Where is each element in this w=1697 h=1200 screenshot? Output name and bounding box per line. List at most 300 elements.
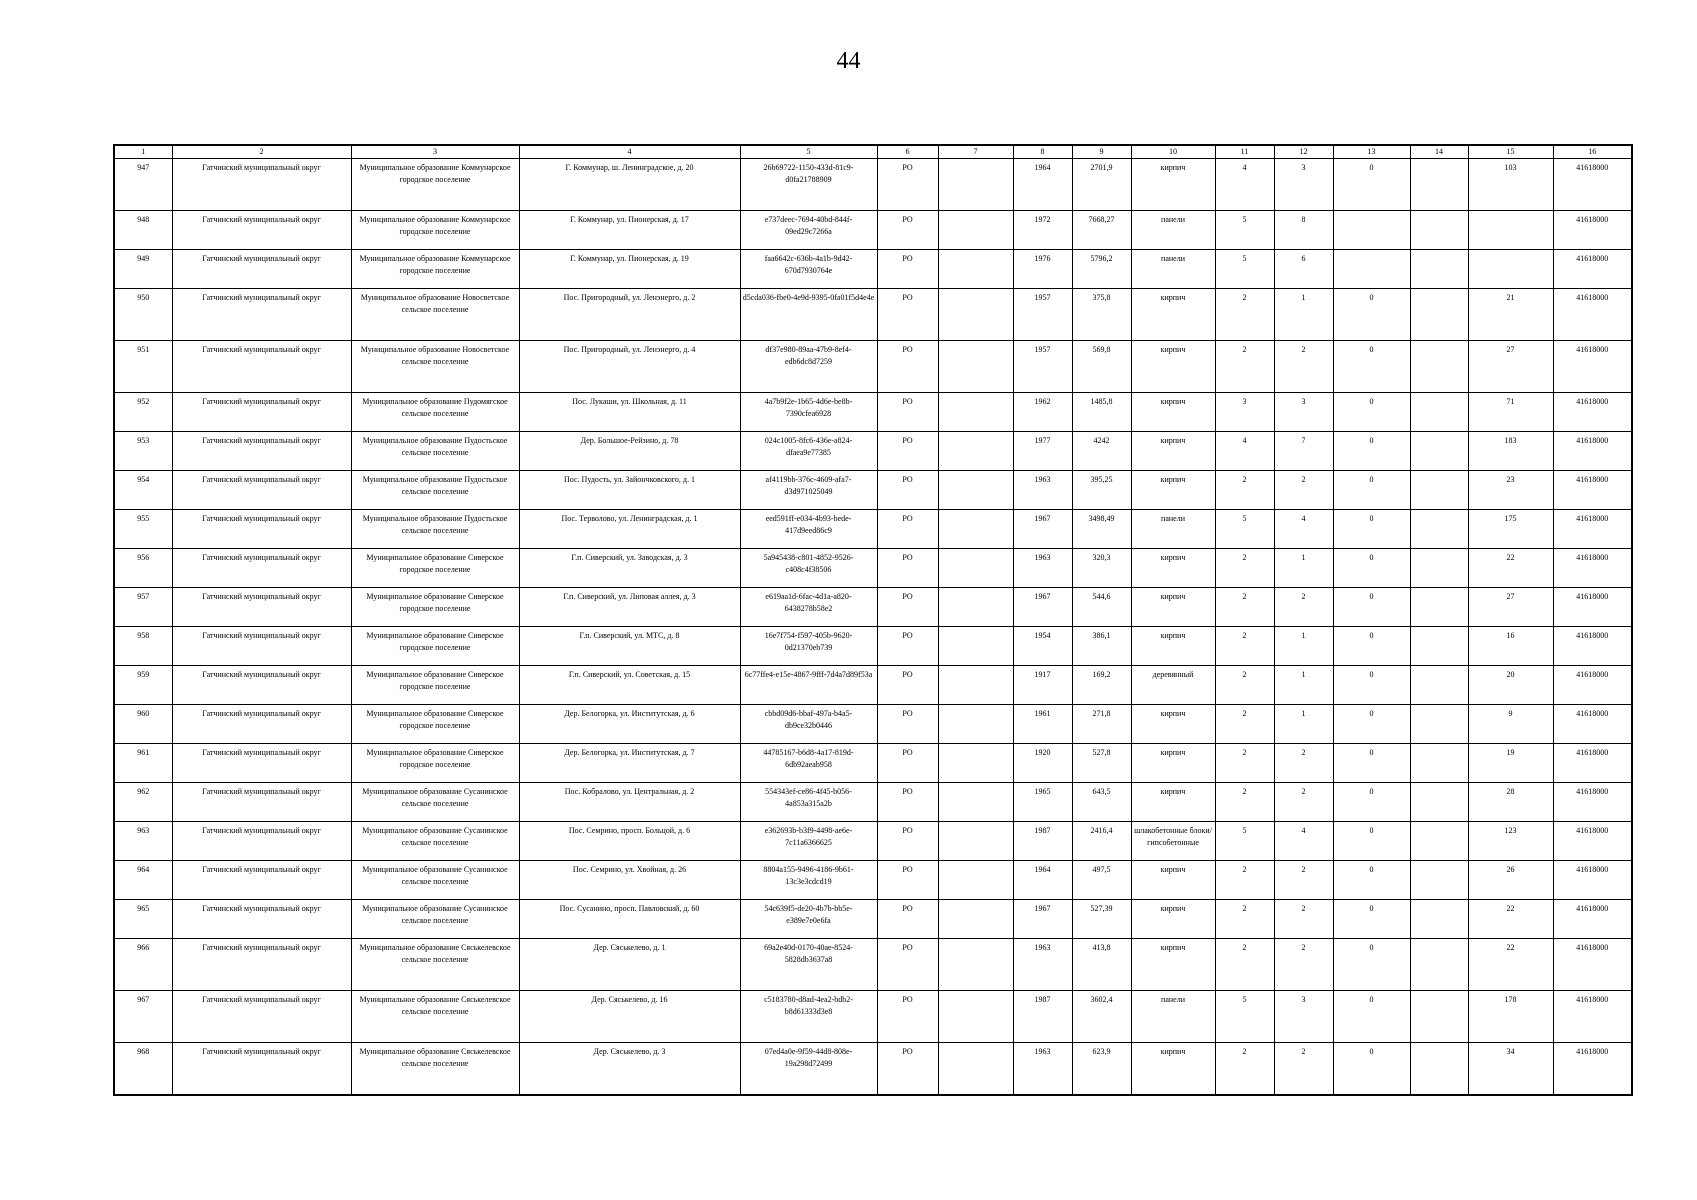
col13-cell: 0 <box>1333 666 1410 705</box>
table-row <box>114 991 1632 1043</box>
row-number: 957 <box>114 588 172 627</box>
residents-cell: 103 <box>1468 159 1553 211</box>
program-cell: РО <box>877 432 938 471</box>
fias-id-cell: e737deec-7694-40bd-844f-09ed29c7266a <box>740 211 877 250</box>
area-cell: 3498,49 <box>1072 510 1131 549</box>
fias-id-cell: faa6642c-636b-4a1b-9d42-670d7930764e <box>740 250 877 289</box>
district-cell: Гатчинский муниципальный округ <box>172 432 351 471</box>
municipality-cell: Муниципальное образование Коммунарское городское поселение <box>351 250 519 289</box>
oktmo-cell: 41618000 <box>1553 510 1632 549</box>
col14-cell <box>1410 341 1468 393</box>
col7-cell <box>938 991 1013 1043</box>
district-cell: Гатчинский муниципальный округ <box>172 744 351 783</box>
year-cell: 1957 <box>1013 289 1072 341</box>
oktmo-cell: 41618000 <box>1553 822 1632 861</box>
address-cell: Дер. Большое-Рейзино, д. 78 <box>519 432 740 471</box>
table-row <box>114 939 1632 991</box>
fias-id-cell: cbbd09d6-bbaf-497a-b4a5-db9ce32b0446 <box>740 705 877 744</box>
fias-id-cell: 4a7b9f2e-1b65-4d6e-be8b-7390cfea6928 <box>740 393 877 432</box>
fias-id-cell: 16e7f754-f597-405b-9620-0d21370eb739 <box>740 627 877 666</box>
row-number: 951 <box>114 341 172 393</box>
col13-cell: 0 <box>1333 822 1410 861</box>
district-cell: Гатчинский муниципальный округ <box>172 510 351 549</box>
program-cell: РО <box>877 250 938 289</box>
program-cell: РО <box>877 159 938 211</box>
table-row <box>114 705 1632 744</box>
col7-cell <box>938 1043 1013 1096</box>
residents-cell: 178 <box>1468 991 1553 1043</box>
address-cell: Г. Коммунар, ул. Пионерская, д. 17 <box>519 211 740 250</box>
col13-cell: 0 <box>1333 393 1410 432</box>
district-cell: Гатчинский муниципальный округ <box>172 627 351 666</box>
address-cell: Пос. Лукаши, ул. Школьная, д. 11 <box>519 393 740 432</box>
wall-material-cell: кирпич <box>1131 393 1215 432</box>
municipality-cell: Муниципальное образование Сяськелевское сельское поселение <box>351 991 519 1043</box>
row-number: 966 <box>114 939 172 991</box>
entrances-cell: 7 <box>1274 432 1333 471</box>
year-cell: 1920 <box>1013 744 1072 783</box>
fias-id-cell: 07ed4a0e-9f59-44d8-808e-19a298d72499 <box>740 1043 877 1096</box>
program-cell: РО <box>877 900 938 939</box>
col7-cell <box>938 822 1013 861</box>
year-cell: 1957 <box>1013 341 1072 393</box>
year-cell: 1987 <box>1013 822 1072 861</box>
col14-cell <box>1410 900 1468 939</box>
area-cell: 497,5 <box>1072 861 1131 900</box>
oktmo-cell: 41618000 <box>1553 211 1632 250</box>
col7-cell <box>938 250 1013 289</box>
row-number: 968 <box>114 1043 172 1096</box>
column-header: 3 <box>351 145 519 159</box>
oktmo-cell: 41618000 <box>1553 393 1632 432</box>
program-cell: РО <box>877 289 938 341</box>
wall-material-cell: панели <box>1131 510 1215 549</box>
fias-id-cell: e619aa1d-6fac-4d1a-a820-6438278b58e2 <box>740 588 877 627</box>
address-cell: Г.п. Сиверский, ул. Советская, д. 15 <box>519 666 740 705</box>
header-row <box>114 145 1632 159</box>
oktmo-cell: 41618000 <box>1553 744 1632 783</box>
fias-id-cell: 69a2e40d-0170-40ae-8524-5828db3637a8 <box>740 939 877 991</box>
floors-cell: 2 <box>1215 705 1274 744</box>
municipality-cell: Муниципальное образование Коммунарское городское поселение <box>351 159 519 211</box>
district-cell: Гатчинский муниципальный округ <box>172 1043 351 1096</box>
row-number: 948 <box>114 211 172 250</box>
col7-cell <box>938 783 1013 822</box>
column-header: 7 <box>938 145 1013 159</box>
row-number: 967 <box>114 991 172 1043</box>
column-header: 13 <box>1333 145 1410 159</box>
address-cell: Дер. Сяськелево, д. 3 <box>519 1043 740 1096</box>
col14-cell <box>1410 705 1468 744</box>
area-cell: 386,1 <box>1072 627 1131 666</box>
address-cell: Дер. Сяськелево, д. 16 <box>519 991 740 1043</box>
municipality-cell: Муниципальное образование Коммунарское городское поселение <box>351 211 519 250</box>
col13-cell: 0 <box>1333 289 1410 341</box>
oktmo-cell: 41618000 <box>1553 627 1632 666</box>
address-cell: Дер. Белогорка, ул. Институтская, д. 7 <box>519 744 740 783</box>
district-cell: Гатчинский муниципальный округ <box>172 588 351 627</box>
wall-material-cell: кирпич <box>1131 744 1215 783</box>
floors-cell: 2 <box>1215 939 1274 991</box>
col14-cell <box>1410 666 1468 705</box>
year-cell: 1962 <box>1013 393 1072 432</box>
floors-cell: 4 <box>1215 159 1274 211</box>
col14-cell <box>1410 744 1468 783</box>
address-cell: Г. Коммунар, ул. Пионерская, д. 19 <box>519 250 740 289</box>
col13-cell: 0 <box>1333 939 1410 991</box>
table-row <box>114 861 1632 900</box>
municipality-cell: Муниципальное образование Сиверское городское поселение <box>351 744 519 783</box>
area-cell: 623,9 <box>1072 1043 1131 1096</box>
row-number: 963 <box>114 822 172 861</box>
residents-cell: 183 <box>1468 432 1553 471</box>
district-cell: Гатчинский муниципальный округ <box>172 861 351 900</box>
municipality-cell: Муниципальное образование Новосветское сельское поселение <box>351 289 519 341</box>
program-cell: РО <box>877 939 938 991</box>
wall-material-cell: кирпич <box>1131 549 1215 588</box>
residents-cell: 34 <box>1468 1043 1553 1096</box>
address-cell: Пос. Терволово, ул. Ленинградская, д. 1 <box>519 510 740 549</box>
column-header: 8 <box>1013 145 1072 159</box>
col14-cell <box>1410 861 1468 900</box>
residents-cell: 22 <box>1468 900 1553 939</box>
year-cell: 1964 <box>1013 159 1072 211</box>
column-header: 11 <box>1215 145 1274 159</box>
residents-cell: 22 <box>1468 549 1553 588</box>
table-row <box>114 822 1632 861</box>
col13-cell: 0 <box>1333 432 1410 471</box>
district-cell: Гатчинский муниципальный округ <box>172 939 351 991</box>
fias-id-cell: 8804a155-9496-4186-9b61-13c3e3cdcd19 <box>740 861 877 900</box>
floors-cell: 2 <box>1215 861 1274 900</box>
column-header: 10 <box>1131 145 1215 159</box>
floors-cell: 2 <box>1215 900 1274 939</box>
row-number: 956 <box>114 549 172 588</box>
col7-cell <box>938 666 1013 705</box>
area-cell: 413,8 <box>1072 939 1131 991</box>
oktmo-cell: 41618000 <box>1553 666 1632 705</box>
col14-cell <box>1410 939 1468 991</box>
program-cell: РО <box>877 341 938 393</box>
residents-cell: 9 <box>1468 705 1553 744</box>
municipality-cell: Муниципальное образование Сусанинское сельское поселение <box>351 822 519 861</box>
area-cell: 643,5 <box>1072 783 1131 822</box>
table-row <box>114 432 1632 471</box>
district-cell: Гатчинский муниципальный округ <box>172 549 351 588</box>
entrances-cell: 1 <box>1274 627 1333 666</box>
district-cell: Гатчинский муниципальный округ <box>172 783 351 822</box>
floors-cell: 4 <box>1215 432 1274 471</box>
row-number: 958 <box>114 627 172 666</box>
entrances-cell: 3 <box>1274 159 1333 211</box>
district-cell: Гатчинский муниципальный округ <box>172 159 351 211</box>
entrances-cell: 1 <box>1274 705 1333 744</box>
table-row <box>114 341 1632 393</box>
fias-id-cell: 44785167-b6d8-4a17-819d-6db92aeab958 <box>740 744 877 783</box>
column-header: 12 <box>1274 145 1333 159</box>
municipality-cell: Муниципальное образование Пудомягское сельское поселение <box>351 393 519 432</box>
col14-cell <box>1410 393 1468 432</box>
floors-cell: 2 <box>1215 289 1274 341</box>
col14-cell <box>1410 159 1468 211</box>
oktmo-cell: 41618000 <box>1553 471 1632 510</box>
entrances-cell: 2 <box>1274 744 1333 783</box>
program-cell: РО <box>877 744 938 783</box>
col14-cell <box>1410 783 1468 822</box>
page-number: 44 <box>836 48 861 74</box>
wall-material-cell: кирпич <box>1131 159 1215 211</box>
area-cell: 569,8 <box>1072 341 1131 393</box>
district-cell: Гатчинский муниципальный округ <box>172 211 351 250</box>
col7-cell <box>938 211 1013 250</box>
area-cell: 7668,27 <box>1072 211 1131 250</box>
col14-cell <box>1410 471 1468 510</box>
residents-cell <box>1468 250 1553 289</box>
col14-cell <box>1410 588 1468 627</box>
address-cell: Г. Коммунар, ш. Ленинградское, д. 20 <box>519 159 740 211</box>
address-cell: Пос. Семрино, ул. Хвойная, д. 26 <box>519 861 740 900</box>
program-cell: РО <box>877 822 938 861</box>
residents-cell: 27 <box>1468 341 1553 393</box>
year-cell: 1967 <box>1013 900 1072 939</box>
entrances-cell: 2 <box>1274 783 1333 822</box>
oktmo-cell: 41618000 <box>1553 861 1632 900</box>
entrances-cell: 2 <box>1274 861 1333 900</box>
entrances-cell: 3 <box>1274 991 1333 1043</box>
oktmo-cell: 41618000 <box>1553 900 1632 939</box>
housing-registry-table <box>113 144 1633 1096</box>
area-cell: 395,25 <box>1072 471 1131 510</box>
table-row <box>114 627 1632 666</box>
program-cell: РО <box>877 510 938 549</box>
address-cell: Пос. Семрино, просп. Больцой, д. 6 <box>519 822 740 861</box>
entrances-cell: 1 <box>1274 666 1333 705</box>
col14-cell <box>1410 250 1468 289</box>
residents-cell: 21 <box>1468 289 1553 341</box>
col14-cell <box>1410 289 1468 341</box>
col14-cell <box>1410 1043 1468 1096</box>
fias-id-cell: 024c1005-8fc6-436e-a824-dfaea9e77385 <box>740 432 877 471</box>
wall-material-cell: панели <box>1131 991 1215 1043</box>
address-cell: Пос. Пудость, ул. Зайончковского, д. 1 <box>519 471 740 510</box>
program-cell: РО <box>877 705 938 744</box>
col13-cell: 0 <box>1333 861 1410 900</box>
table-row <box>114 549 1632 588</box>
col14-cell <box>1410 822 1468 861</box>
wall-material-cell: панели <box>1131 250 1215 289</box>
table-row <box>114 289 1632 341</box>
col13-cell <box>1333 250 1410 289</box>
wall-material-cell: кирпич <box>1131 289 1215 341</box>
residents-cell: 27 <box>1468 588 1553 627</box>
municipality-cell: Муниципальное образование Новосветское сельское поселение <box>351 341 519 393</box>
col7-cell <box>938 289 1013 341</box>
year-cell: 1965 <box>1013 783 1072 822</box>
col7-cell <box>938 588 1013 627</box>
district-cell: Гатчинский муниципальный округ <box>172 250 351 289</box>
entrances-cell: 4 <box>1274 510 1333 549</box>
year-cell: 1967 <box>1013 588 1072 627</box>
address-cell: Г.п. Сиверский, ул. Заводская, д. 3 <box>519 549 740 588</box>
residents-cell: 123 <box>1468 822 1553 861</box>
col14-cell <box>1410 627 1468 666</box>
wall-material-cell: кирпич <box>1131 783 1215 822</box>
col7-cell <box>938 627 1013 666</box>
col7-cell <box>938 900 1013 939</box>
col14-cell <box>1410 991 1468 1043</box>
entrances-cell: 2 <box>1274 1043 1333 1096</box>
col13-cell: 0 <box>1333 744 1410 783</box>
col13-cell: 0 <box>1333 705 1410 744</box>
col7-cell <box>938 549 1013 588</box>
year-cell: 1917 <box>1013 666 1072 705</box>
district-cell: Гатчинский муниципальный округ <box>172 471 351 510</box>
area-cell: 1485,8 <box>1072 393 1131 432</box>
column-header: 5 <box>740 145 877 159</box>
municipality-cell: Муниципальное образование Сусанинское сельское поселение <box>351 861 519 900</box>
row-number: 949 <box>114 250 172 289</box>
wall-material-cell: кирпич <box>1131 1043 1215 1096</box>
entrances-cell: 4 <box>1274 822 1333 861</box>
floors-cell: 2 <box>1215 627 1274 666</box>
table-row <box>114 159 1632 211</box>
oktmo-cell: 41618000 <box>1553 588 1632 627</box>
col7-cell <box>938 341 1013 393</box>
area-cell: 2701,9 <box>1072 159 1131 211</box>
floors-cell: 5 <box>1215 510 1274 549</box>
col7-cell <box>938 510 1013 549</box>
oktmo-cell: 41618000 <box>1553 549 1632 588</box>
municipality-cell: Муниципальное образование Пудостьское сельское поселение <box>351 432 519 471</box>
entrances-cell: 3 <box>1274 393 1333 432</box>
year-cell: 1963 <box>1013 1043 1072 1096</box>
oktmo-cell: 41618000 <box>1553 432 1632 471</box>
row-number: 955 <box>114 510 172 549</box>
table-row <box>114 588 1632 627</box>
program-cell: РО <box>877 393 938 432</box>
col13-cell: 0 <box>1333 900 1410 939</box>
area-cell: 3602,4 <box>1072 991 1131 1043</box>
floors-cell: 5 <box>1215 991 1274 1043</box>
municipality-cell: Муниципальное образование Сусанинское сельское поселение <box>351 900 519 939</box>
district-cell: Гатчинский муниципальный округ <box>172 666 351 705</box>
area-cell: 271,8 <box>1072 705 1131 744</box>
fias-id-cell: 26b69722-1150-433d-81c9-d0fa21788909 <box>740 159 877 211</box>
row-number: 952 <box>114 393 172 432</box>
oktmo-cell: 41618000 <box>1553 341 1632 393</box>
year-cell: 1977 <box>1013 432 1072 471</box>
wall-material-cell: деревянный <box>1131 666 1215 705</box>
floors-cell: 2 <box>1215 588 1274 627</box>
floors-cell: 2 <box>1215 1043 1274 1096</box>
column-header: 2 <box>172 145 351 159</box>
floors-cell: 5 <box>1215 211 1274 250</box>
district-cell: Гатчинский муниципальный округ <box>172 822 351 861</box>
floors-cell: 2 <box>1215 666 1274 705</box>
area-cell: 5796,2 <box>1072 250 1131 289</box>
program-cell: РО <box>877 588 938 627</box>
municipality-cell: Муниципальное образование Пудостьское сельское поселение <box>351 510 519 549</box>
residents-cell: 22 <box>1468 939 1553 991</box>
row-number: 965 <box>114 900 172 939</box>
col14-cell <box>1410 510 1468 549</box>
municipality-cell: Муниципальное образование Сиверское городское поселение <box>351 588 519 627</box>
floors-cell: 2 <box>1215 549 1274 588</box>
fias-id-cell: 54c639f5-de20-4b7b-bb5e-e389e7e0e6fa <box>740 900 877 939</box>
row-number: 953 <box>114 432 172 471</box>
district-cell: Гатчинский муниципальный округ <box>172 900 351 939</box>
area-cell: 4242 <box>1072 432 1131 471</box>
table-row <box>114 510 1632 549</box>
address-cell: Дер. Белогорка, ул. Институтская, д. 6 <box>519 705 740 744</box>
program-cell: РО <box>877 549 938 588</box>
address-cell: Пос. Пригородный, ул. Ленэнерго, д. 2 <box>519 289 740 341</box>
area-cell: 527,8 <box>1072 744 1131 783</box>
entrances-cell: 1 <box>1274 289 1333 341</box>
residents-cell: 19 <box>1468 744 1553 783</box>
municipality-cell: Муниципальное образование Сусанинское сельское поселение <box>351 783 519 822</box>
district-cell: Гатчинский муниципальный округ <box>172 991 351 1043</box>
year-cell: 1967 <box>1013 510 1072 549</box>
column-header: 6 <box>877 145 938 159</box>
year-cell: 1963 <box>1013 939 1072 991</box>
oktmo-cell: 41618000 <box>1553 939 1632 991</box>
table-row <box>114 666 1632 705</box>
wall-material-cell: кирпич <box>1131 861 1215 900</box>
entrances-cell: 2 <box>1274 900 1333 939</box>
address-cell: Пос. Сусанино, просп. Павловский, д. 60 <box>519 900 740 939</box>
address-cell: Г.п. Сиверский, ул. Липовая аллея, д. 3 <box>519 588 740 627</box>
year-cell: 1963 <box>1013 471 1072 510</box>
district-cell: Гатчинский муниципальный округ <box>172 341 351 393</box>
row-number: 960 <box>114 705 172 744</box>
oktmo-cell: 41618000 <box>1553 991 1632 1043</box>
floors-cell: 2 <box>1215 783 1274 822</box>
entrances-cell: 2 <box>1274 341 1333 393</box>
column-header: 4 <box>519 145 740 159</box>
wall-material-cell: панели <box>1131 211 1215 250</box>
residents-cell: 28 <box>1468 783 1553 822</box>
table-row <box>114 250 1632 289</box>
program-cell: РО <box>877 1043 938 1096</box>
residents-cell <box>1468 211 1553 250</box>
row-number: 947 <box>114 159 172 211</box>
entrances-cell: 2 <box>1274 588 1333 627</box>
address-cell: Г.п. Сиверский, ул. МТС, д. 8 <box>519 627 740 666</box>
col7-cell <box>938 705 1013 744</box>
wall-material-cell: кирпич <box>1131 705 1215 744</box>
entrances-cell: 1 <box>1274 549 1333 588</box>
table-row <box>114 393 1632 432</box>
floors-cell: 2 <box>1215 471 1274 510</box>
col14-cell <box>1410 211 1468 250</box>
municipality-cell: Муниципальное образование Сиверское городское поселение <box>351 549 519 588</box>
col13-cell: 0 <box>1333 341 1410 393</box>
year-cell: 1987 <box>1013 991 1072 1043</box>
oktmo-cell: 41618000 <box>1553 159 1632 211</box>
fias-id-cell: 6c77ffe4-e15e-4867-9fff-7d4a7d89f53a <box>740 666 877 705</box>
wall-material-cell: кирпич <box>1131 627 1215 666</box>
row-number: 964 <box>114 861 172 900</box>
residents-cell: 20 <box>1468 666 1553 705</box>
col7-cell <box>938 744 1013 783</box>
fias-id-cell: c5183780-d8ad-4ea2-bdb2-b8d61333d3e8 <box>740 991 877 1043</box>
col13-cell: 0 <box>1333 549 1410 588</box>
municipality-cell: Муниципальное образование Сиверское городское поселение <box>351 627 519 666</box>
col14-cell <box>1410 432 1468 471</box>
oktmo-cell: 41618000 <box>1553 705 1632 744</box>
col13-cell: 0 <box>1333 627 1410 666</box>
